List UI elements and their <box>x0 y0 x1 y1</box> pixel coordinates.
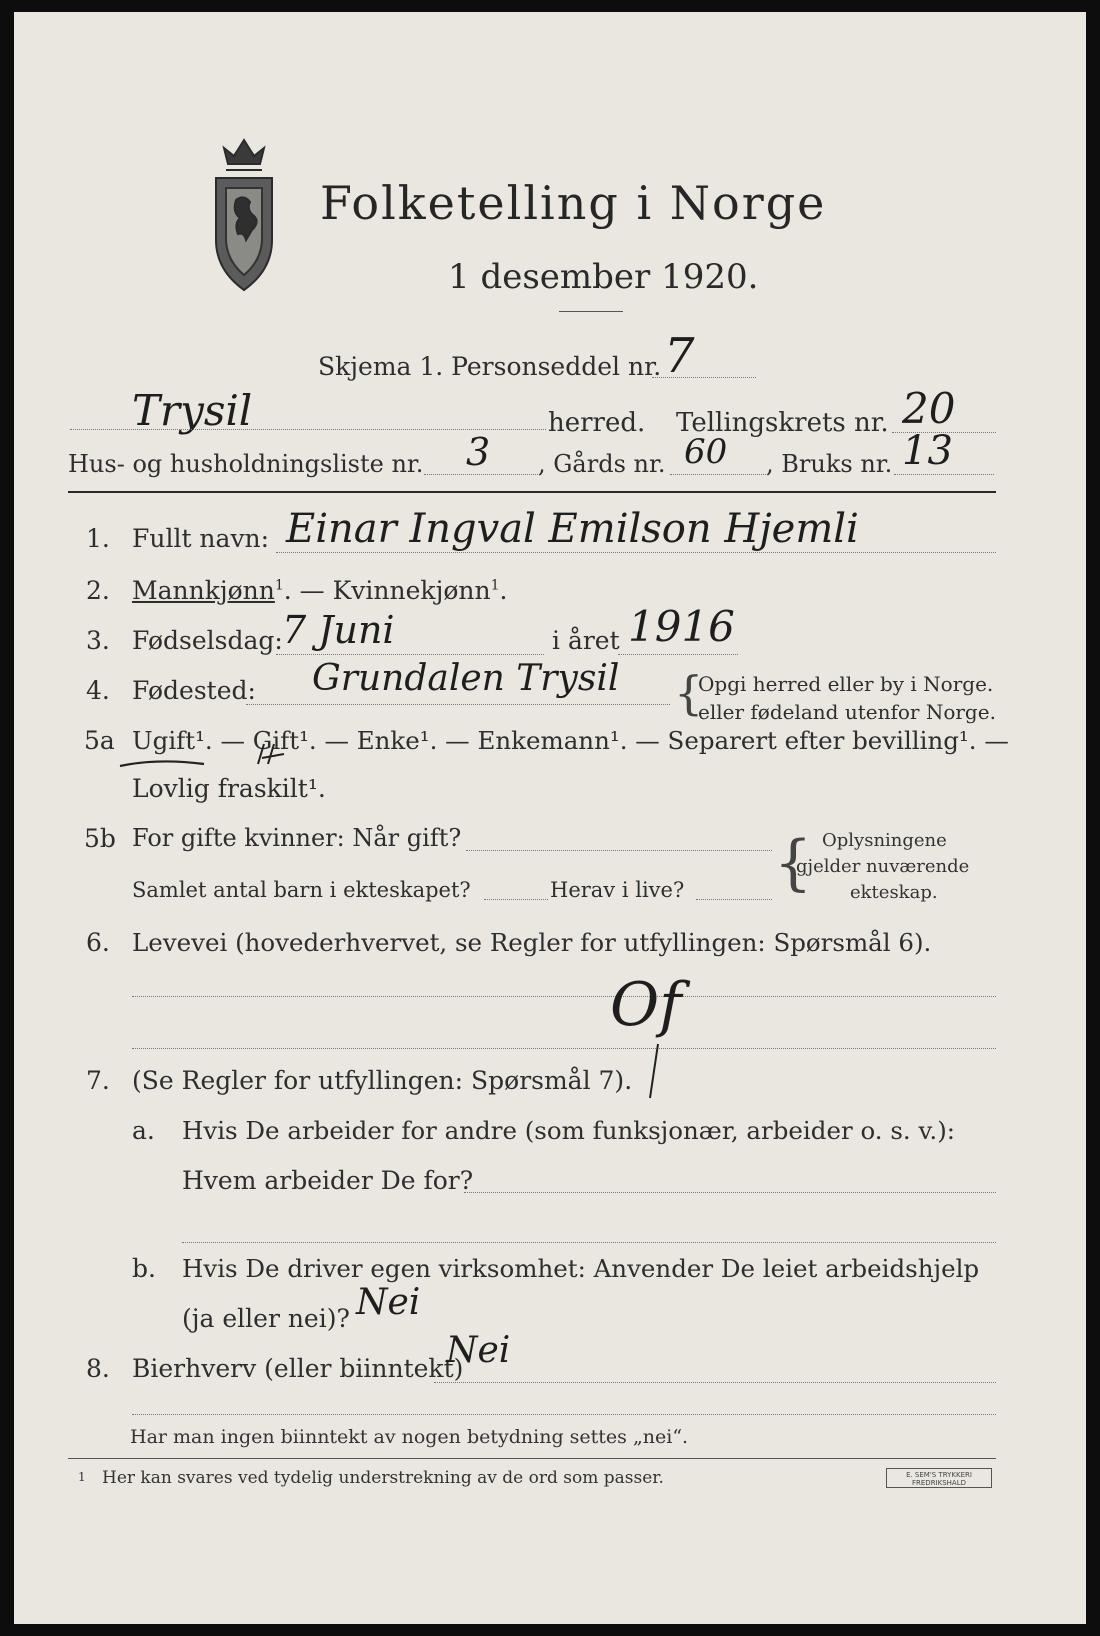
bruks-label: , Bruks nr. <box>766 450 893 478</box>
q7a-number: a. <box>132 1116 155 1145</box>
q6-number: 6. <box>86 928 110 957</box>
q5b-note-line1: Oplysningene <box>822 830 947 851</box>
q7b-line2: (ja eller nei)? <box>182 1304 350 1333</box>
q7a-extra-line <box>182 1242 996 1243</box>
q1-line <box>276 552 996 553</box>
footnote-mark: 1 <box>78 1470 86 1484</box>
schema-number-line <box>652 377 756 378</box>
bruks-line <box>894 474 994 475</box>
header-rule <box>68 491 996 493</box>
gards-line <box>670 474 766 475</box>
herred-value[interactable]: Trysil <box>132 386 253 435</box>
q5a-ugift-underline <box>118 756 208 772</box>
q5b-alive-label: Herav i live? <box>550 878 685 902</box>
q8-label: Bierhverv (eller biinntekt) <box>132 1354 464 1383</box>
q5a-number: 5a <box>84 726 115 755</box>
q3-day-value[interactable]: 7 Juni <box>282 608 395 652</box>
q3-number: 3. <box>86 626 110 655</box>
bruks-value[interactable]: 13 <box>902 428 953 474</box>
form-date: 1 desember 1920. <box>448 257 759 297</box>
q7a-line1: Hvis De arbeider for andre (som funksjonær, arbeider o. s. v.): <box>182 1116 956 1145</box>
husliste-line <box>424 474 540 475</box>
schema-number[interactable]: 7 <box>664 328 695 384</box>
q1-number: 1. <box>86 524 110 553</box>
q7-label: (Se Regler for utfyllingen: Spørsmål 7). <box>132 1066 633 1095</box>
footnote-text: Her kan svares ved tydelig understrekning av de ord som passer. <box>102 1468 664 1488</box>
q2-separator[interactable]: . — Kvinnekjønn <box>283 576 491 605</box>
q5b-note-line3: ekteskap. <box>850 882 938 903</box>
herred-label: herred. <box>548 408 646 438</box>
tellingskrets-label: Tellingskrets nr. <box>676 408 889 438</box>
form-title: Folketelling i Norge <box>320 176 827 230</box>
q3-day-line <box>276 654 544 655</box>
footer-rule <box>68 1458 996 1459</box>
husliste-value[interactable]: 3 <box>466 430 491 474</box>
census-form <box>14 12 1086 1624</box>
q2-end: . <box>499 576 508 605</box>
q5b-married-label: For gifte kvinner: Når gift? <box>132 824 462 852</box>
q8-number: 8. <box>86 1354 110 1383</box>
q2-sup1: 1 <box>274 577 284 594</box>
q2-number: 2. <box>86 576 110 605</box>
q5b-number: 5b <box>84 824 116 853</box>
q4-note-line1: Opgi herred eller by i Norge. <box>698 672 994 696</box>
footer-note: Har man ingen biinntekt av nogen betydning settes „nei“. <box>130 1426 689 1448</box>
q4-number: 4. <box>86 676 110 705</box>
q1-label: Fullt navn: <box>132 524 270 553</box>
q3-year-value[interactable]: 1916 <box>628 602 735 651</box>
q3-label: Fødselsdag: <box>132 626 283 655</box>
gards-value[interactable]: 60 <box>684 432 728 472</box>
q6-occupation-value[interactable]: Of <box>610 970 682 1040</box>
q2-sup2: 1 <box>490 577 500 594</box>
q4-line <box>246 704 670 705</box>
q5a-line2[interactable]: Lovlig fraskilt¹. <box>132 774 326 803</box>
title-divider <box>559 311 623 312</box>
q2-options <box>132 576 507 605</box>
q5b-children-label: Samlet antal barn i ekteskapet? <box>132 878 471 902</box>
q7a-employer-line <box>464 1192 996 1193</box>
q6-label: Levevei (hovederhvervet, se Regler for utfyllingen: Spørsmål 6). <box>132 928 932 957</box>
bleed-through-text <box>914 90 1074 320</box>
tellingskrets-value[interactable]: 20 <box>902 384 956 433</box>
q8-extra-line <box>132 1414 996 1415</box>
husliste-label: Hus- og husholdningsliste nr. <box>68 450 424 478</box>
coat-of-arms-icon <box>202 130 286 300</box>
q5b-alive-line <box>696 899 772 900</box>
q6-line1 <box>132 996 996 997</box>
q4-bracket: { <box>674 666 704 720</box>
q4-label: Fødested: <box>132 676 256 705</box>
q5a-gift-strike <box>254 736 294 768</box>
q3-year-label: i året <box>552 626 620 655</box>
q7b-number: b. <box>132 1254 156 1283</box>
q7b-line1: Hvis De driver egen virksomhet: Anvender De leiet arbeidshjelp <box>182 1254 980 1283</box>
q7-number: 7. <box>86 1066 110 1095</box>
q5b-bracket: { <box>774 828 813 898</box>
q3-year-line <box>618 654 738 655</box>
q8-line <box>434 1382 996 1383</box>
q4-note-line2: eller fødeland utenfor Norge. <box>698 700 996 724</box>
q5b-married-line <box>466 850 772 851</box>
q5b-note-line2: gjelder nuværende <box>796 856 970 877</box>
printer-stamp: E. SEM'S TRYKKERI FREDRIKSHALD <box>886 1468 992 1488</box>
q6-line2 <box>132 1048 996 1049</box>
q7b-answer[interactable]: Nei <box>356 1282 421 1323</box>
q8-answer[interactable]: Nei <box>446 1330 511 1371</box>
q1-full-name[interactable]: Einar Ingval Emilson Hjemli <box>286 506 859 552</box>
q6-long-stroke <box>644 1042 664 1102</box>
q7a-line2: Hvem arbeider De for? <box>182 1166 474 1195</box>
gards-label: , Gårds nr. <box>538 450 666 478</box>
q2-male-option[interactable]: Mannkjønn <box>132 576 275 605</box>
schema-label: Skjema 1. Personseddel nr. <box>318 352 662 381</box>
q5a-line1[interactable]: Ugift¹. — Gift¹. — Enke¹. — Enkemann¹. — Separert efter bevilling¹. — <box>132 726 1009 755</box>
q5b-children-line <box>484 899 548 900</box>
q4-birthplace[interactable]: Grundalen Trysil <box>312 658 620 699</box>
